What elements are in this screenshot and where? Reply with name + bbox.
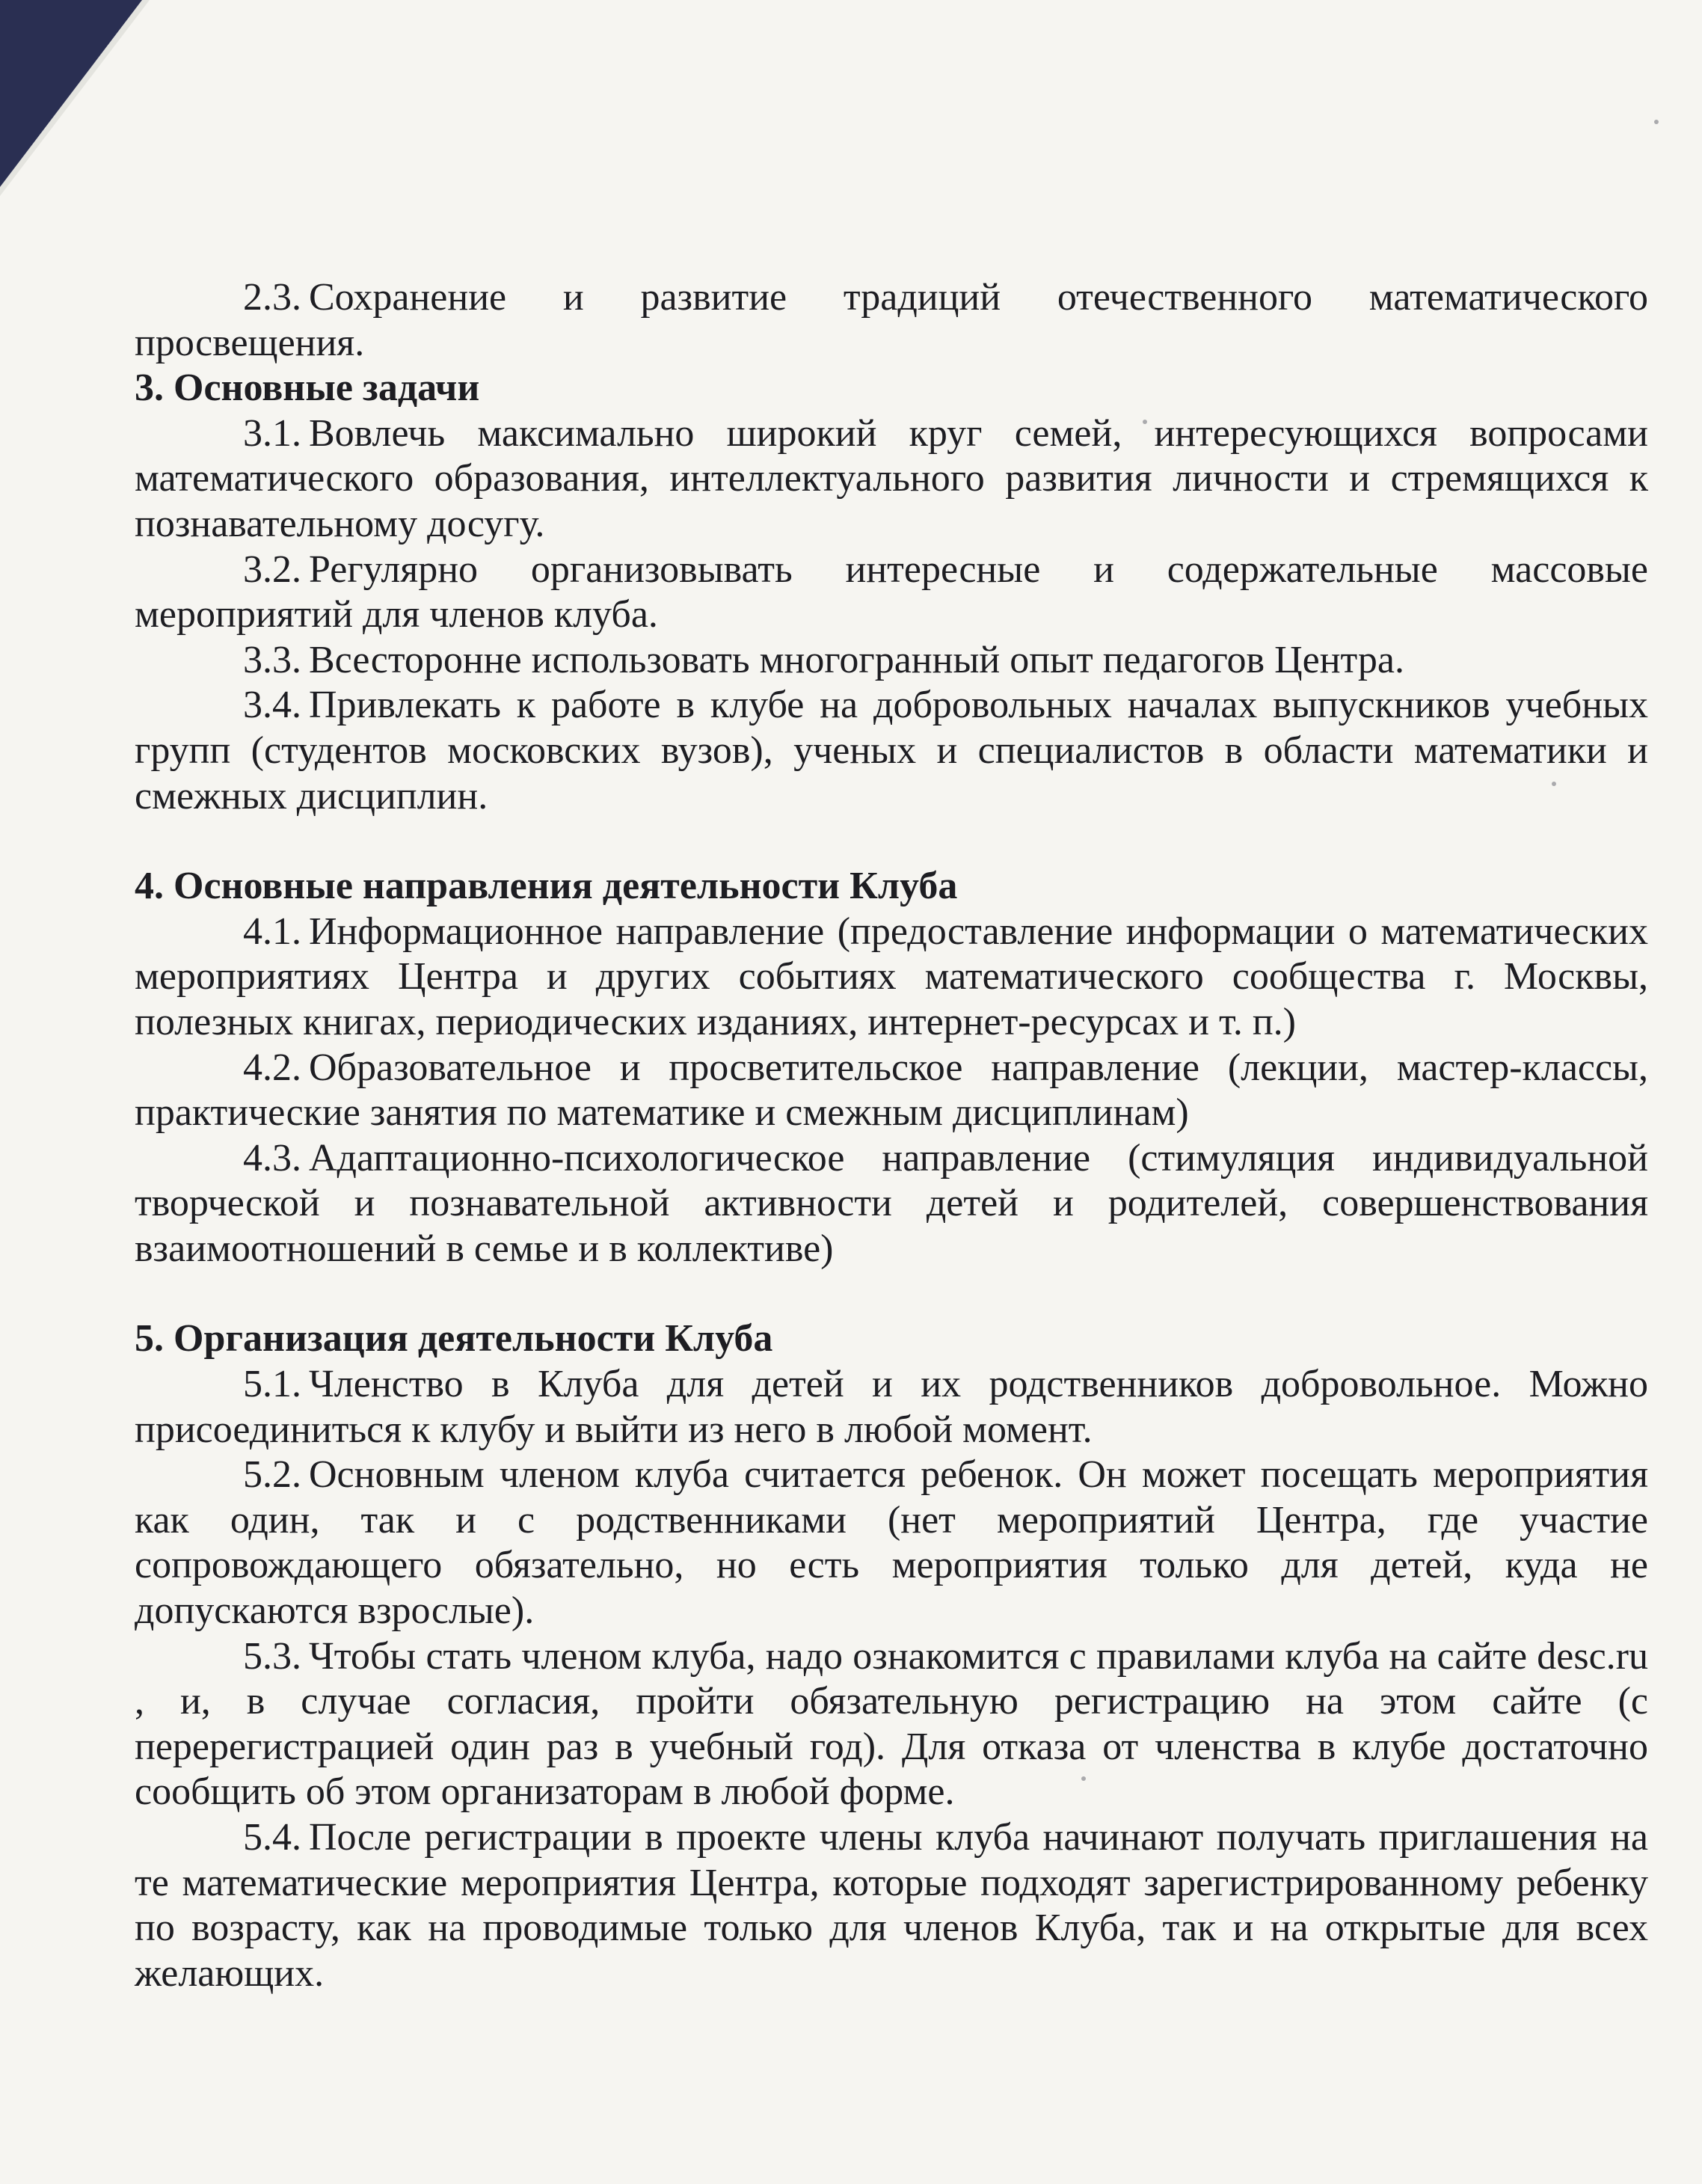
clause-5-3: 5.3. Чтобы стать членом клуба, надо ознакомится с правилами клуба на сайте desc.ru , и, в случае согласия, пройти обязательную регистрацию на этом сайте (с перерегистрацией один раз в учебный год). Для отказа от членства в клубе достаточно сообщить об этом организаторам в любой форме. (135, 1634, 1648, 1814)
section-3-heading: 3. Основные задачи (135, 366, 480, 410)
section-4-heading: 4. Основные направления деятельности Клуба (135, 865, 958, 908)
clause-4-3: 4.3. Адаптационно-психологическое направление (стимуляция индивидуальной творческой и познавательной активности детей и родителей, совершенствования взаимоотношений в семье и в коллективе) (135, 1136, 1648, 1270)
clause-4-1: 4.1. Информационное направление (предоставление информации о математических мероприятиях Центра и других событиях математического сообщества г. Москвы, полезных книгах, периодических изданиях, интернет-ресурсах и т. п.) (135, 910, 1648, 1043)
clause-3-3: 3.3. Всесторонне использовать многогранный опыт педагогов Центра. (243, 638, 1404, 681)
clause-5-2: 5.2. Основным членом клуба считается ребенок. Он может посещать мероприятия как один, так и с родственниками (нет мероприятий Центра, где участие сопровождающего обязательно, но есть мероприятия только для детей, куда не допускаются взрослые). (135, 1453, 1648, 1633)
document-body (135, 275, 1648, 1996)
clause-5-1: 5.1. Членство в Клуба для детей и их родственников добровольное. Можно присоединиться к клубу и выйти из него в любой момент. (135, 1363, 1648, 1451)
clause-3-2: 3.2. Регулярно организовывать интересные и содержательные массовые мероприятий для членов клуба. (135, 547, 1648, 637)
clause-4-2: 4.2. Образовательное и просветительское направление (лекции, мастер-классы, практические занятия по математике и смежным дисциплинам) (135, 1046, 1648, 1135)
scan-speck (1654, 120, 1659, 124)
clause-3-1: 3.1. Вовлечь максимально широкий круг семей, интересующихся вопросами математического образования, интеллектуального развития личности и стремящихся к познавательному досугу. (135, 411, 1648, 545)
section-spacer (135, 819, 1648, 864)
section-spacer (135, 1272, 1648, 1316)
clause-3-4: 3.4. Привлекать к работе в клубе на добровольных началах выпускников учебных групп (студентов московских вузов), ученых и специалистов в области математики и смежных дисциплин. (135, 684, 1648, 818)
section-5-heading: 5. Организация деятельности Клуба (135, 1317, 773, 1361)
clause-2-3: 2.3. Сохранение и развитие традиций отечественного математического просвещения. (135, 276, 1648, 364)
folded-corner (0, 0, 142, 187)
clause-5-4: 5.4. После регистрации в проекте члены клуба начинают получать приглашения на те математические мероприятия Центра, которые подходят зарегистрированному ребенку по возрасту, как на проводимые только для членов Клуба, так и на открытые для всех желающих. (135, 1816, 1648, 1995)
